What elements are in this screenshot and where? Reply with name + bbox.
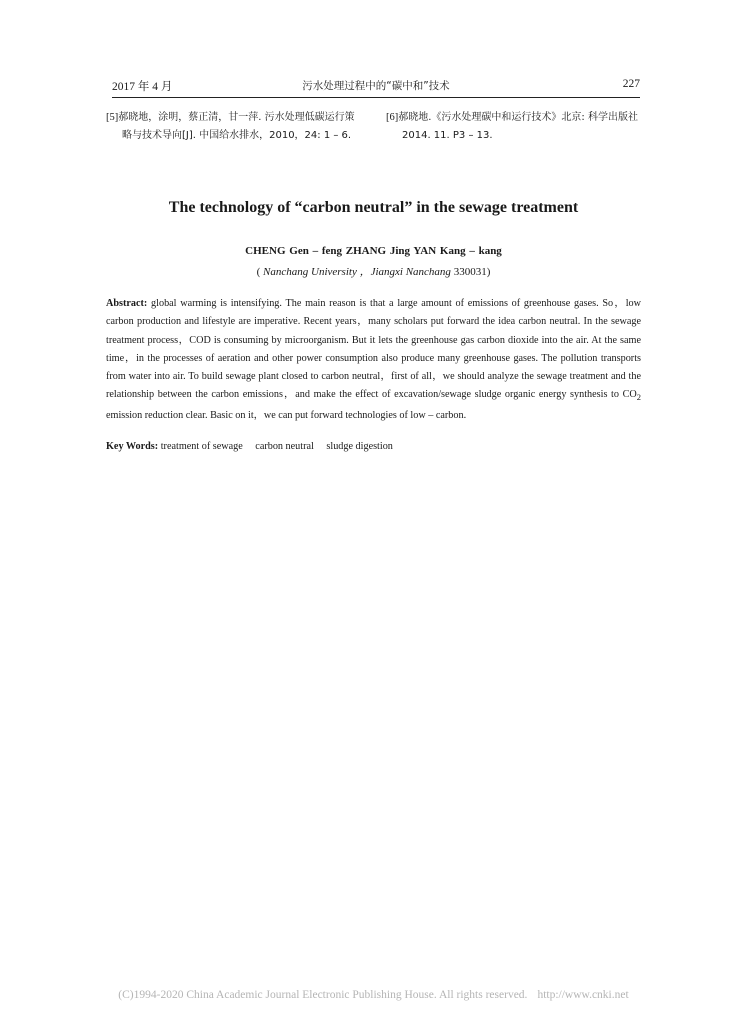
abstract-text-continued: emission reduction clear. Basic on it，we can put forward technologies of low – carbon. bbox=[106, 409, 467, 421]
paper-title: The technology of “carbon neutral” in the sewage treatment bbox=[168, 199, 579, 216]
keyword: carbon neutral bbox=[255, 441, 314, 452]
reference-column-left bbox=[106, 109, 364, 145]
running-header bbox=[112, 78, 640, 98]
copyright-watermark bbox=[0, 989, 747, 1001]
reference-item bbox=[386, 109, 644, 145]
keyword: treatment of sewage bbox=[160, 441, 243, 452]
author-list: CHENG Gen – feng ZHANG Jing YAN Kang – kang bbox=[245, 245, 502, 257]
abstract-subscript: 2 bbox=[636, 392, 641, 403]
header-date: 2017 年 4 月 bbox=[112, 81, 173, 93]
affiliation-postcode: 330031) bbox=[450, 266, 491, 278]
reference-text: 郝晓地，涂明，蔡正清，甘一萍. 污水处理低碳运行策略与技术导向[J]. 中国给水排水，2010，24: 1 – 6. bbox=[118, 112, 355, 141]
affiliation-open: ( bbox=[256, 266, 264, 278]
keywords-label: Key Words: bbox=[106, 441, 159, 452]
copyright-text: (C)1994-2020 China Academic Journal Electronic Publishing House. All rights reserved. bbox=[118, 989, 528, 1001]
reference-label: [5] bbox=[106, 112, 119, 123]
reference-column-right bbox=[386, 109, 644, 145]
reference-text: 郝晓地.《污水处理碳中和运行技术》北京: 科学出版社 2014. 11. P3 – 13. bbox=[398, 112, 638, 141]
keyword: sludge digestion bbox=[326, 441, 393, 452]
affiliation-institution: Nanchang University ，Jiangxi Nanchang bbox=[263, 266, 451, 278]
abstract bbox=[106, 295, 641, 425]
header-running-title: 污水处理过程中的“碳中和”技术 bbox=[302, 80, 450, 92]
footer-url: http://www.cnki.net bbox=[537, 989, 629, 1001]
keywords bbox=[106, 441, 641, 452]
author-affiliation bbox=[0, 263, 747, 279]
header-page-number: 227 bbox=[622, 78, 640, 90]
header-divider bbox=[112, 97, 640, 98]
reference-label: [6] bbox=[386, 112, 399, 123]
reference-item bbox=[106, 109, 364, 145]
abstract-text: global warming is intensifying. The main reason is that a large amount of emissions of greenhouse gases. So，low carbon production and lifestyle are imperative. Recent years，many scholars put forward the idea carbon neutral. In the sewage treatment process，COD is consuming by microorganism. But it lets the greenhouse gas carbon dioxide into the air. At the same time，in the processes of aeration and other power consumption also produce many greenhouse gases. The pollution transports from water into air. To build sewage plant closed to carbon neutral，first of all，we should analyze the sewage treatment and the relationship between the carbon emissions，and make the effect of excavation/sewage sludge organic energy synthesis to CO bbox=[106, 298, 641, 401]
abstract-label: Abstract: bbox=[106, 298, 148, 309]
